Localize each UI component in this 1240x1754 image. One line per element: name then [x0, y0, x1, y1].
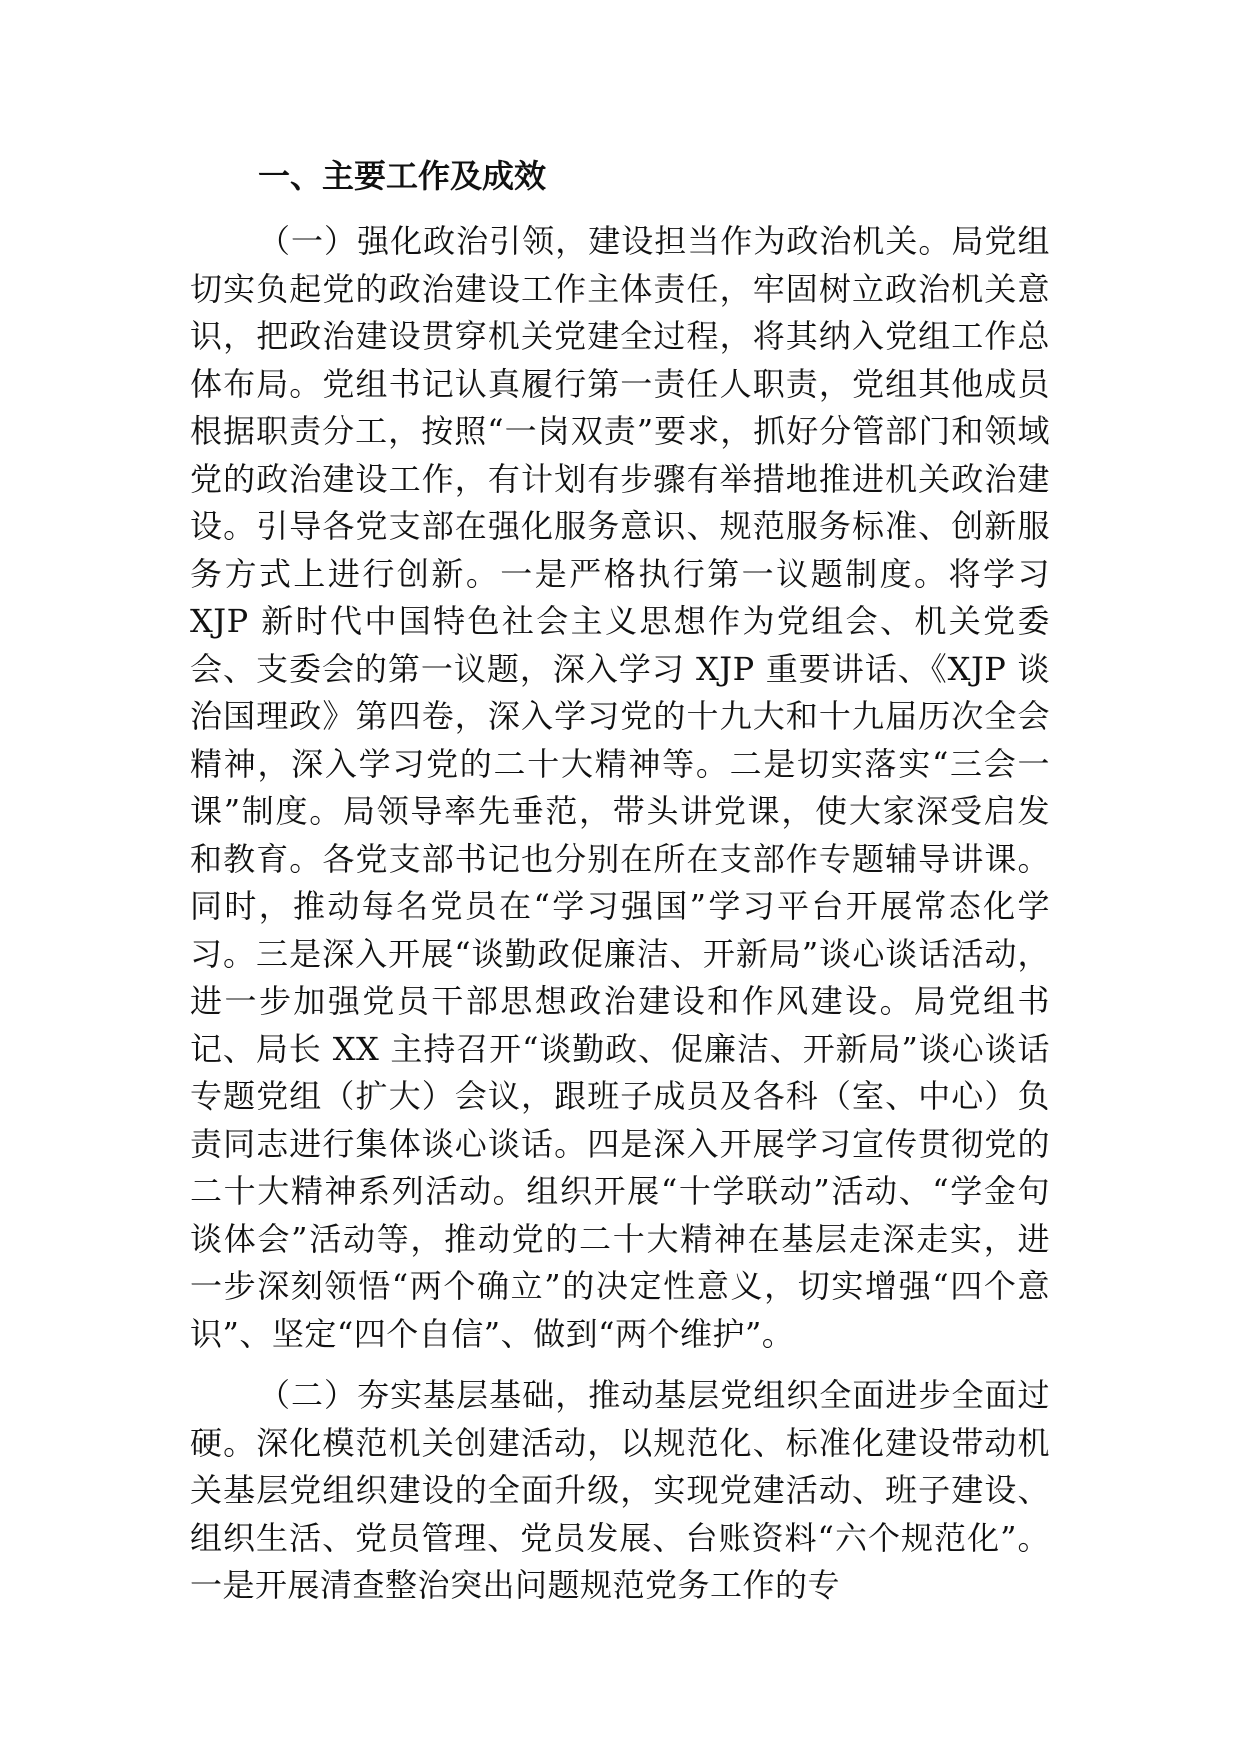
- document-body: [190, 150, 1050, 1610]
- section-heading: 一、主要工作及成效: [258, 157, 547, 195]
- paragraph-political-leadership: （一）强化政治引领，建设担当作为政治机关。局党组切实负起党的政治建设工作主体责任，牢固树立政治机关意识，把政治建设贯穿机关党建全过程，将其纳入党组工作总体布局。党组书记认真履行第一责任人职责，党组其他成员根据职责分工，按照“一岗双责”要求，抓好分管部门和领域党的政治建设工作，有计划有步骤有举措地推进机关政治建设。引导各党支部在强化服务意识、规范服务标准、创新服务方式上进行创新。一是严格执行第一议题制度。将学习 XJP 新时代中国特色社会主义思想作为党组会、机关党委会、支委会的第一议题，深入学习 XJP 重要讲话、《XJP 谈治国理政》第四卷，深入学习党的十九大和十九届历次全会精神，深入学习党的二十大精神等。二是切实落实“三会一课”制度。局领导率先垂范，带头讲党课，使大家深受启发和教育。各党支部书记也分别在所在支部作专题辅导讲课。同时，推动每名党员在“学习强国”学习平台开展常态化学习。三是深入开展“谈勤政促廉洁、开新局”谈心谈话活动，进一步加强党员干部思想政治建设和作风建设。局党组书记、局长 XX 主持召开“谈勤政、促廉洁、开新局”谈心谈话专题党组（扩大）会议，跟班子成员及各科（室、中心）负责同志进行集体谈心谈话。四是深入开展学习宣传贯彻党的二十大精神系列活动。组织开展“十学联动”活动、“学金句谈体会”活动等，推动党的二十大精神在基层走深走实，进一步深刻领悟“两个确立”的决定性意义，切实增强“四个意识”、坚定“四个自信”、做到“两个维护”。: [190, 222, 1050, 1353]
- paragraph-grassroots-foundation: （二）夯实基层基础，推动基层党组织全面进步全面过硬。深化模范机关创建活动，以规范化、标准化建设带动机关基层党组织建设的全面升级，实现党建活动、班子建设、组织生活、党员管理、党员发展、台账资料“六个规范化”。一是开展清查整治突出问题规范党务工作的专: [190, 1376, 1050, 1604]
